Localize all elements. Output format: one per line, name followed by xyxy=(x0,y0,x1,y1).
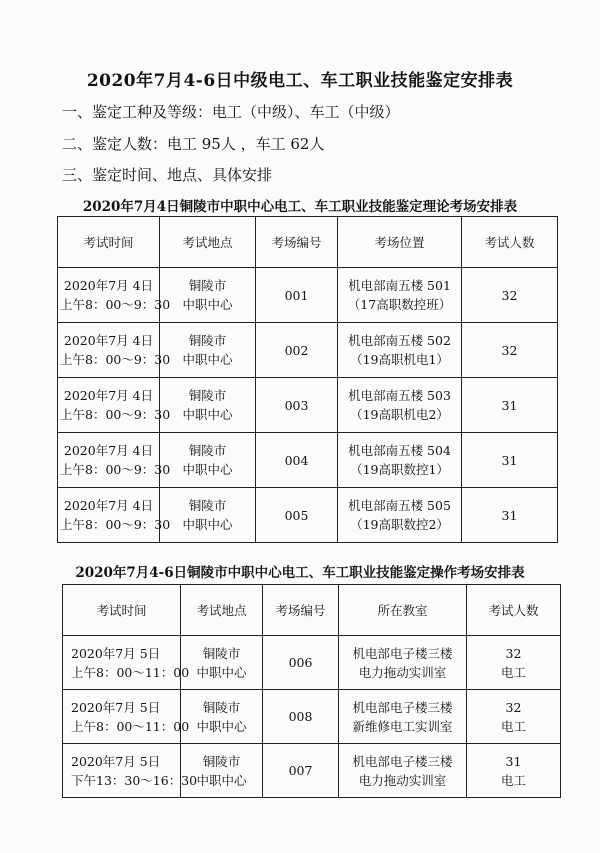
table-row xyxy=(63,744,561,798)
cell-room-no: 007 xyxy=(263,744,339,798)
cell-position: 机电部南五楼 505 （19高职数控2） xyxy=(338,488,462,543)
header-room-no: 考场编号 xyxy=(263,585,339,636)
cell-classroom: 机电部电子楼三楼 电力拖动实训室 xyxy=(339,636,467,690)
header-room-no: 考场编号 xyxy=(256,217,338,268)
header-time: 考试时间 xyxy=(58,217,160,268)
practice-table-title: 2020年7月4-6日铜陵市中职中心电工、车工职业技能鉴定操作考场安排表 xyxy=(75,565,525,581)
cell-time: 2020年7月 4日 上午8：00～9：30 xyxy=(58,433,160,488)
cell-location: 铜陵市 中职中心 xyxy=(160,323,256,378)
cell-count: 31 xyxy=(462,488,558,543)
cell-time: 2020年7月 4日 上午8：00～9：30 xyxy=(58,488,160,543)
header-location: 考试地点 xyxy=(181,585,263,636)
header-count: 考试人数 xyxy=(462,217,558,268)
cell-time: 2020年7月 4日 上午8：00～9：30 xyxy=(58,268,160,323)
header-count: 考试人数 xyxy=(467,585,561,636)
page-title: 2020年7月4-6日中级电工、车工职业技能鉴定安排表 xyxy=(86,71,514,91)
cell-location: 铜陵市 中职中心 xyxy=(181,636,263,690)
cell-location: 铜陵市 中职中心 xyxy=(181,690,263,744)
cell-count: 32 xyxy=(462,268,558,323)
cell-position: 机电部南五楼 501 （17高职数控班） xyxy=(338,268,462,323)
table-row xyxy=(58,433,558,488)
cell-position: 机电部南五楼 502 （19高职机电1） xyxy=(338,323,462,378)
table-row xyxy=(58,323,558,378)
cell-room-no: 001 xyxy=(256,268,338,323)
cell-time: 2020年7月 5日 上午8：00～11：00 xyxy=(63,636,181,690)
table-row xyxy=(58,378,558,433)
cell-position: 机电部南五楼 504 （19高职数控1） xyxy=(338,433,462,488)
cell-count: 32 电工 xyxy=(467,690,561,744)
cell-count: 32 电工 xyxy=(467,636,561,690)
cell-count: 31 xyxy=(462,378,558,433)
cell-time: 2020年7月 5日 上午8：00～11：00 xyxy=(63,690,181,744)
table-row xyxy=(58,488,558,543)
cell-count: 31 电工 xyxy=(467,744,561,798)
cell-time: 2020年7月 4日 上午8：00～9：30 xyxy=(58,378,160,433)
cell-room-no: 005 xyxy=(256,488,338,543)
theory-table-title: 2020年7月4日铜陵市中职中心电工、车工职业技能鉴定理论考场安排表 xyxy=(82,199,518,215)
cell-room-no: 008 xyxy=(263,690,339,744)
table-row xyxy=(58,268,558,323)
item-exam-arrangement: 三、鉴定时间、地点、具体安排 xyxy=(62,166,273,184)
cell-count: 31 xyxy=(462,433,558,488)
cell-count: 32 xyxy=(462,323,558,378)
cell-position: 机电部南五楼 503 （19高职机电2） xyxy=(338,378,462,433)
header-position: 考场位置 xyxy=(338,217,462,268)
cell-location: 铜陵市 中职中心 xyxy=(160,378,256,433)
table-header-row xyxy=(63,585,561,636)
theory-table xyxy=(57,216,558,543)
cell-location: 铜陵市 中职中心 xyxy=(160,488,256,543)
cell-location: 铜陵市 中职中心 xyxy=(160,268,256,323)
table-row xyxy=(63,690,561,744)
table-row xyxy=(63,636,561,690)
cell-room-no: 003 xyxy=(256,378,338,433)
header-time: 考试时间 xyxy=(63,585,181,636)
header-classroom: 所在教室 xyxy=(339,585,467,636)
table-header-row xyxy=(58,217,558,268)
item-exam-type: 一、鉴定工种及等级：电工（中级）、车工（中级） xyxy=(62,103,400,121)
cell-room-no: 004 xyxy=(256,433,338,488)
cell-time: 2020年7月 5日 下午13：30～16：30 xyxy=(63,744,181,798)
cell-room-no: 002 xyxy=(256,323,338,378)
cell-classroom: 机电部电子楼三楼 新维修电工实训室 xyxy=(339,690,467,744)
cell-room-no: 006 xyxy=(263,636,339,690)
cell-classroom: 机电部电子楼三楼 电力拖动实训室 xyxy=(339,744,467,798)
item-exam-count: 二、鉴定人数：电工 95人 ，车工 62人 xyxy=(62,135,325,153)
cell-location: 铜陵市 中职中心 xyxy=(181,744,263,798)
practice-table xyxy=(62,584,561,798)
cell-location: 铜陵市 中职中心 xyxy=(160,433,256,488)
header-location: 考试地点 xyxy=(160,217,256,268)
cell-time: 2020年7月 4日 上午8：00～9：30 xyxy=(58,323,160,378)
